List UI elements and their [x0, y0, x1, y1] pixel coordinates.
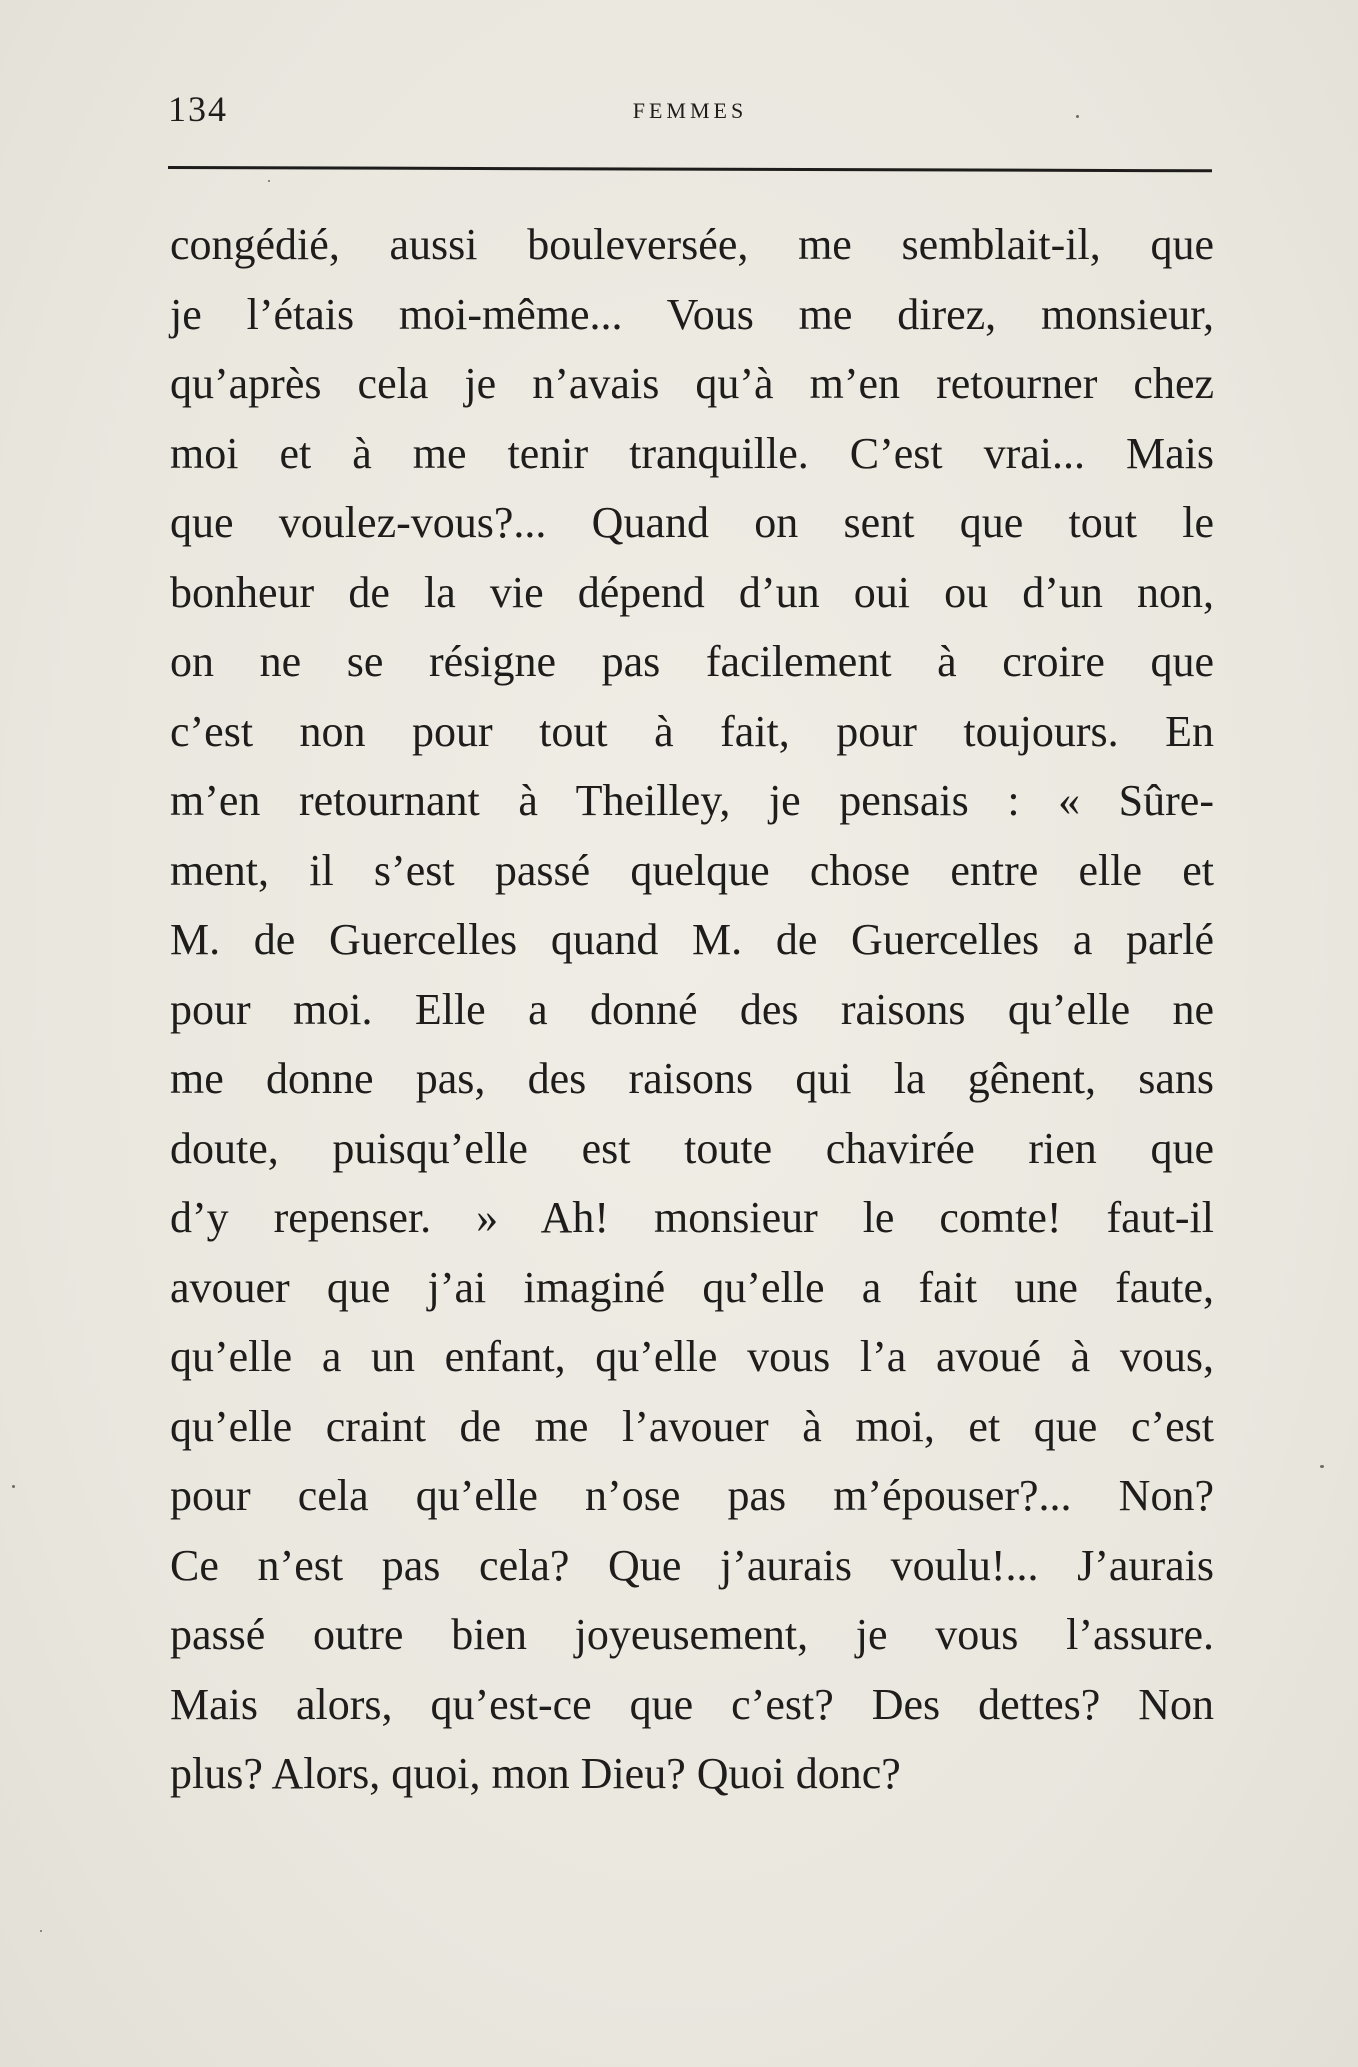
- text-line: que voulez-vous?... Quand on sent que tout le: [170, 498, 1214, 547]
- text-line: qu’elle craint de me l’avouer à moi, et que c’est: [170, 1401, 1214, 1451]
- text-line: ment, il s’est passé quelque chose entre elle et: [170, 845, 1214, 895]
- text-line: qu’après cela je n’avais qu’à m’en retourner chez: [170, 359, 1214, 408]
- text-line: pour moi. Elle a donné des raisons qu’elle ne: [170, 984, 1214, 1034]
- page-number: 134: [168, 89, 228, 129]
- text-line: on ne se résigne pas facilement à croire que: [170, 637, 1214, 686]
- text-line: m’en retournant à Theilley, je pensais : « Sûre-: [170, 776, 1214, 825]
- paper-speck: [12, 1485, 15, 1488]
- text-line: avouer que j’ai imaginé qu’elle a fait une faute,: [170, 1262, 1214, 1312]
- text-line: c’est non pour tout à fait, pour toujours. En: [170, 706, 1214, 756]
- text-line: congédié, aussi bouleversée, me semblait-il, que: [170, 220, 1214, 269]
- text-line: moi et à me tenir tranquille. C’est vrai... Mais: [170, 428, 1214, 478]
- text-line: bonheur de la vie dépend d’un oui ou d’un non,: [170, 567, 1214, 617]
- text-line: Mais alors, qu’est-ce que c’est? Des dettes? Non: [170, 1679, 1214, 1729]
- text-line: plus? Alors, quoi, mon Dieu? Quoi donc?: [170, 1749, 901, 1798]
- text-line: M. de Guercelles quand M. de Guercelles a parlé: [170, 915, 1214, 964]
- text-line: passé outre bien joyeusement, je vous l’assure.: [170, 1610, 1214, 1659]
- text-line: je l’étais moi-même... Vous me direz, monsieur,: [170, 289, 1214, 339]
- text-line: pour cela qu’elle n’ose pas m’épouser?... Non?: [170, 1471, 1214, 1520]
- text-line: me donne pas, des raisons qui la gênent, sans: [170, 1054, 1214, 1103]
- text-line: Ce n’est pas cela? Que j’aurais voulu!... J’aurais: [170, 1540, 1214, 1590]
- text-line: doute, puisqu’elle est toute chavirée rien que: [170, 1123, 1214, 1173]
- running-title: FEMMES: [632, 98, 748, 123]
- paper-speck: [1320, 1465, 1324, 1468]
- header-rule: [168, 166, 1212, 172]
- body-text: [170, 210, 1214, 1809]
- paper-speck: [268, 180, 270, 182]
- text-line: d’y repenser. » Ah! monsieur le comte! faut-il: [170, 1193, 1214, 1242]
- paper-speck: [40, 1930, 42, 1932]
- paper-speck: [1076, 115, 1079, 118]
- text-line: qu’elle a un enfant, qu’elle vous l’a avoué à vous,: [170, 1332, 1214, 1381]
